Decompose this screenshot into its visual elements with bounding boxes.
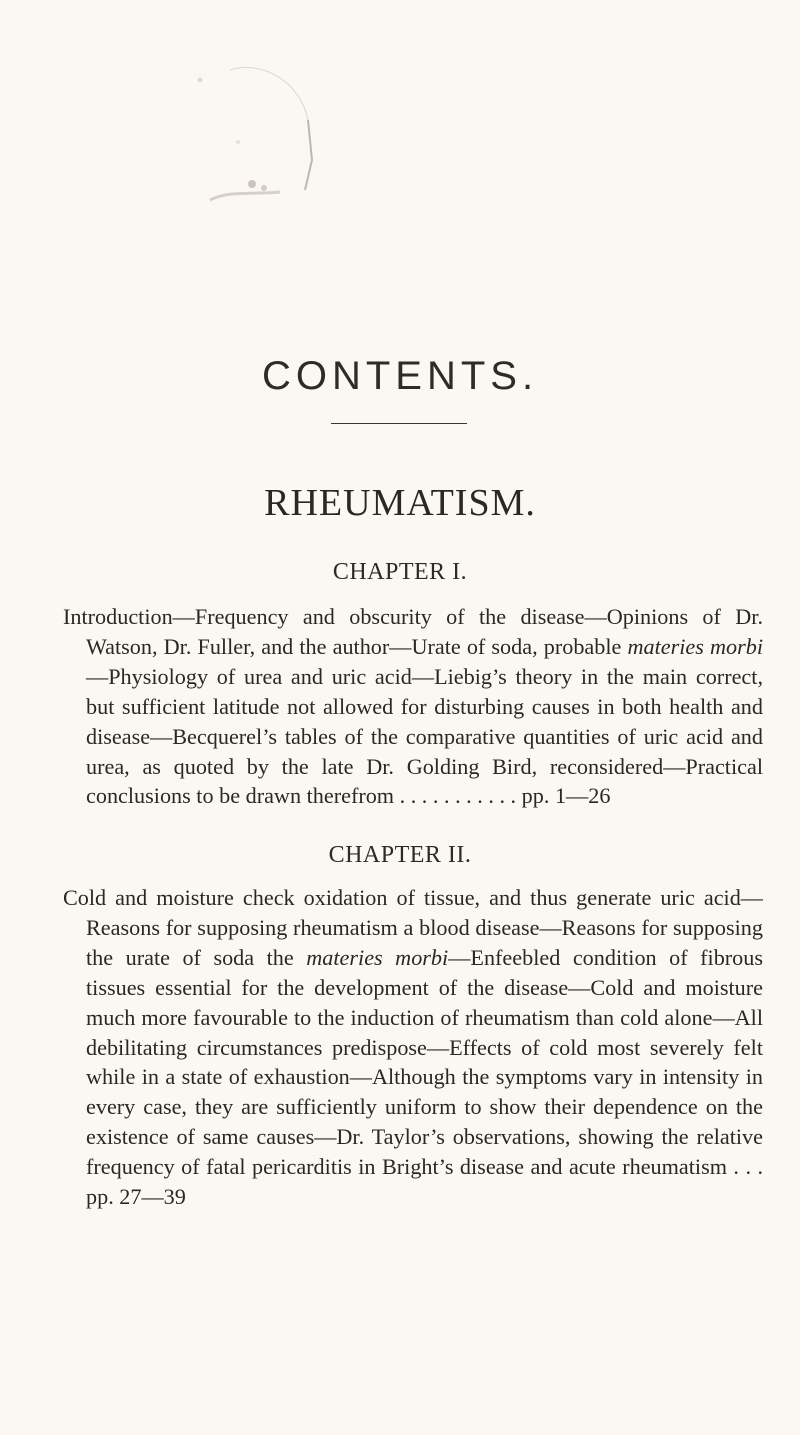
- chapter-summary-text: Introduction—Frequency and obscurity of the disease—Opinions of Dr. Watson, Dr. Fuller, and the author—Urate of soda, probable: [63, 604, 763, 659]
- chapter-heading: CHAPTER II.: [328, 842, 472, 868]
- section-title: RHEUMATISM.: [264, 482, 536, 524]
- chapter-summary-italic: materies morbi: [306, 944, 449, 970]
- chapter-heading: CHAPTER I.: [332, 559, 468, 585]
- page-range: pp. 1—26: [521, 783, 611, 809]
- chapter-summary: [63, 883, 763, 1212]
- chapter-summary-text: Cold and moisture check oxidation of tissue, and thus generate uric acid—Reasons for supposing rheumatism a blood disease—Reasons for supposing the urate of soda the: [63, 885, 763, 970]
- chapter-summary: [63, 602, 763, 811]
- contents-title: CONTENTS.: [261, 354, 539, 398]
- chapter-summary-italic: materies morbi: [627, 633, 764, 659]
- ink-blot-mark: [190, 60, 320, 210]
- page-range: pp. 27—39: [86, 1184, 186, 1210]
- chapter-summary-text: —Enfeebled condition of fibrous tissues essential for the development of the disease—Cold and moisture much more favourable to the induction of rheumatism than cold alone—All debilitating circumstances predispose—Effects of cold most severely felt while in a state of exhaustion—Although the symptoms vary in intensity in every case, they are sufficiently uniform to show their dependence on the existence of same causes—Dr. Taylor’s observations, showing the relative frequency of fatal pericarditis in Bright’s disease and acute rheumatism . . .: [86, 944, 763, 1180]
- chapter-summary-text: —Physiology of urea and uric acid—Liebig’s theory in the main correct, but sufficient latitude not allowed for disturbing causes in both health and disease—Becquerel’s tables of the comparative quantities of uric acid and urea, as quoted by the late Dr. Golding Bird, reconsidered—Practical conclusions to be drawn therefrom . . . . . . . . . . .: [86, 663, 763, 809]
- title-divider: [331, 423, 467, 424]
